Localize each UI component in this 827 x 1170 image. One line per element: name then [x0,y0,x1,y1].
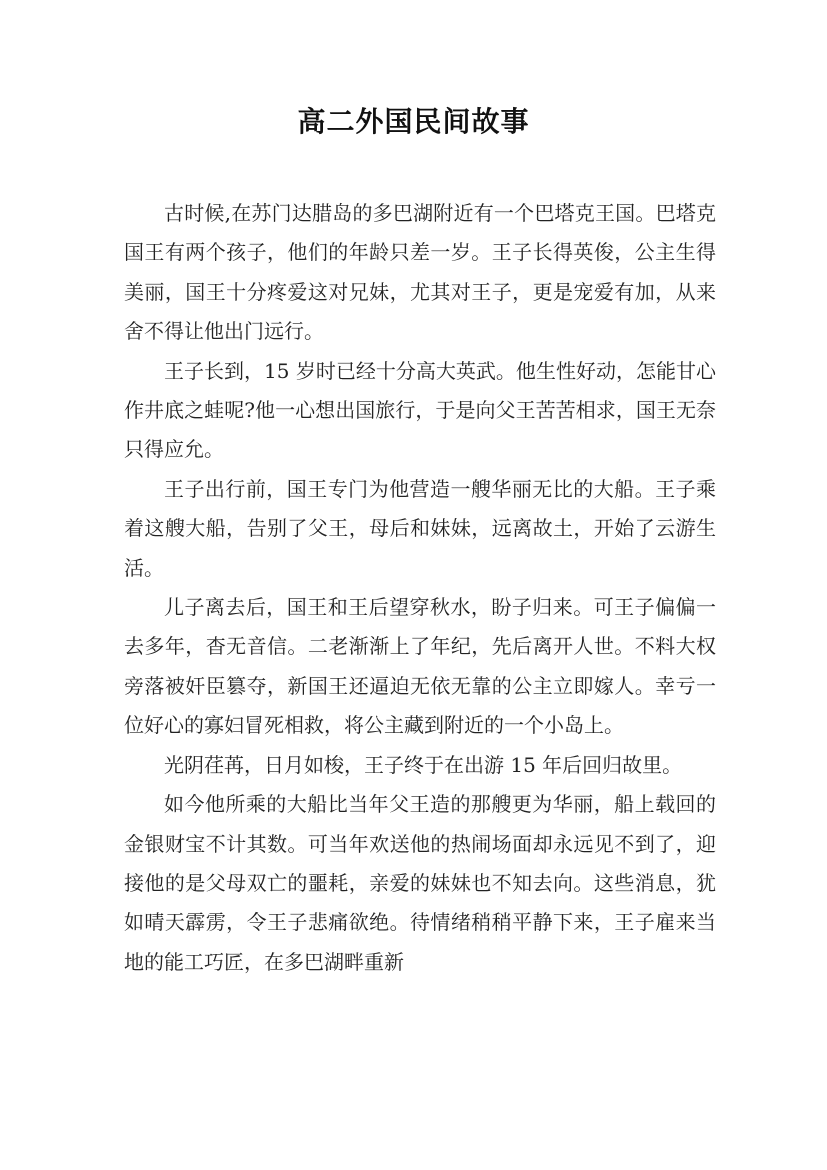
paragraph-1: 古时候,在苏门达腊岛的多巴湖附近有一个巴塔克王国。巴塔克国王有两个孩子，他们的年龄只差一岁。王子长得英俊，公主生得美丽，国王十分疼爱这对兄妹，尤其对王子，更是宠爱有加，从来舍不得让他出门远行。 [124,201,716,344]
paragraph-6: 如今他所乘的大船比当年父王造的那艘更为华丽，船上载回的金银财宝不计其数。可当年欢送他的热闹场面却永远见不到了，迎接他的是父母双亡的噩耗，亲爱的妹妹也不知去向。这些消息，犹如晴天霹雳，令王子悲痛欲绝。待情绪稍稍平静下来，王子雇来当地的能工巧匠，在多巴湖畔重新 [124,792,716,974]
paragraph-5: 光阴荏苒，日月如梭，王子终于在出游 15 年后回归故里。 [164,752,683,777]
paragraph-4: 儿子离去后，国王和王后望穿秋水，盼子归来。可王子偏偏一去多年，杳无音信。二老渐渐上了年纪，先后离开人世。不料大权旁落被奸臣篡夺，新国王还逼迫无依无靠的公主立即嫁人。幸亏一位好心的寡妇冒死相救，将公主藏到附近的一个小岛上。 [124,595,716,738]
paragraph-3: 王子出行前，国王专门为他营造一艘华丽无比的大船。王子乘着这艘大船，告别了父王，母后和妹妹，远离故土，开始了云游生活。 [124,476,716,580]
paragraph-2: 王子长到，15 岁时已经十分高大英武。他生性好动，怎能甘心作井底之蛙呢?他一心想出国旅行，于是向父王苦苦相求，国王无奈只得应允。 [124,358,716,462]
story-body [124,194,716,982]
page-title: 高二外国民间故事 [297,105,530,138]
